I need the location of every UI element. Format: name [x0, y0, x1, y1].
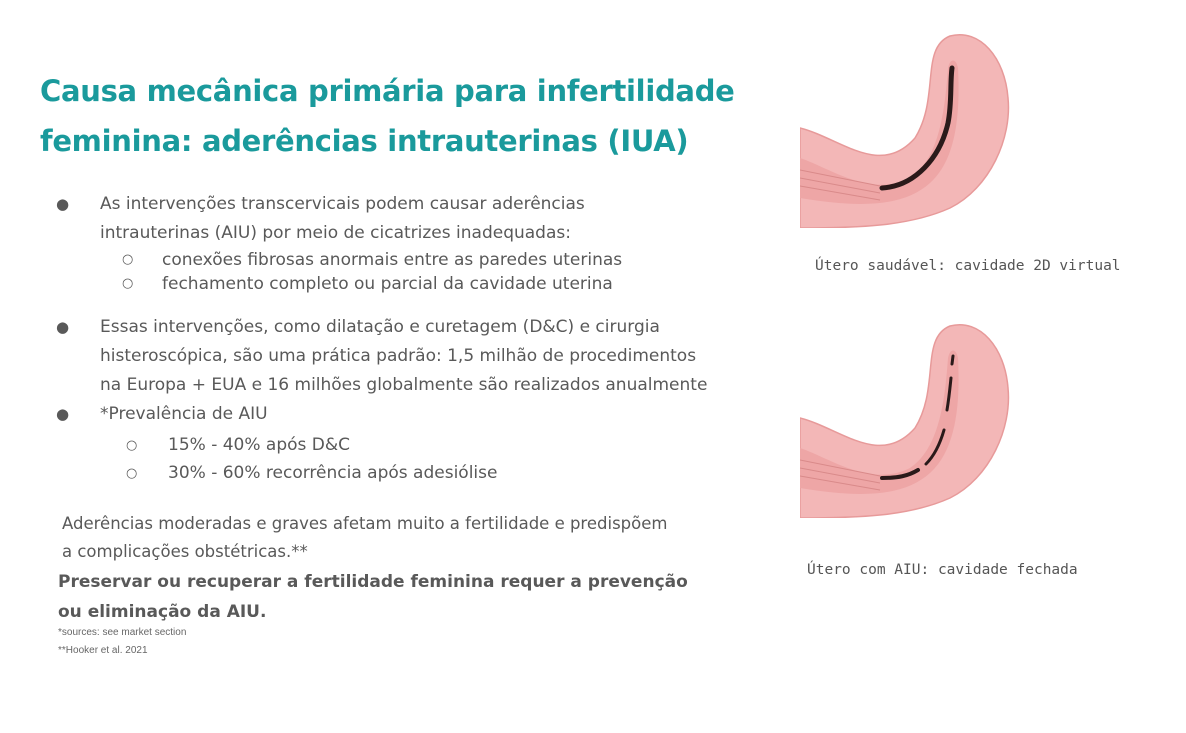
source-note: **Hooker et al. 2021 — [58, 645, 148, 656]
bullet-dot-icon: ● — [56, 195, 70, 213]
bullet-text: As intervenções transcervicais podem causar aderências intrauterinas (AIU) por meio de cicatrizes inadequadas: — [100, 194, 585, 243]
sub-bullet-item — [56, 431, 796, 459]
sub-bullet-item — [56, 248, 796, 272]
bullet-list — [56, 190, 796, 487]
bullet-item — [56, 400, 796, 429]
sub-bullet-item — [56, 272, 796, 296]
figure-caption-healthy: Útero saudável: cavidade 2D virtual — [815, 258, 1121, 274]
sub-bullet-circle-icon: ○ — [126, 466, 138, 481]
figure-caption-iua: Útero com AIU: cavidade fechada — [807, 562, 1078, 578]
slide-title: Causa mecânica primária para infertilidade feminina: aderências intrauterinas (IUA) — [40, 74, 735, 158]
healthy-uterus-illustration — [800, 28, 1020, 228]
source-note: *sources: see market section — [58, 627, 187, 638]
sub-bullet-text: fechamento completo ou parcial da cavidade uterina — [162, 274, 613, 294]
sub-bullet-circle-icon: ○ — [126, 438, 138, 453]
bullet-item — [56, 313, 796, 400]
bullet-dot-icon: ● — [56, 318, 70, 336]
fertility-impact-note: Aderências moderadas e graves afetam muito a fertilidade e predispõem a complicações obstétricas.** — [62, 514, 668, 561]
sub-bullet-text: 30% - 60% recorrência após adesiólise — [168, 463, 498, 483]
key-statement: Preservar ou recuperar a fertilidade feminina requer a prevenção ou eliminação da AIU. — [58, 572, 688, 622]
sub-bullet-text: 15% - 40% após D&C — [168, 435, 351, 455]
bullet-item — [56, 190, 796, 248]
iua-uterus-illustration — [800, 318, 1020, 518]
sub-bullet-circle-icon: ○ — [122, 276, 134, 291]
bullet-dot-icon: ● — [56, 405, 70, 423]
bullet-text: Essas intervenções, como dilatação e curetagem (D&C) e cirurgia histeroscópica, são uma prática padrão: 1,5 milhão de procedimentos na Europa + EUA e 16 milhões globalmente são realizados anualmente — [100, 317, 708, 395]
sub-bullet-circle-icon: ○ — [122, 252, 134, 267]
sub-bullet-text: conexões fibrosas anormais entre as paredes uterinas — [162, 250, 623, 270]
bullet-text: *Prevalência de AIU — [100, 404, 268, 424]
sub-bullet-item — [56, 459, 796, 487]
